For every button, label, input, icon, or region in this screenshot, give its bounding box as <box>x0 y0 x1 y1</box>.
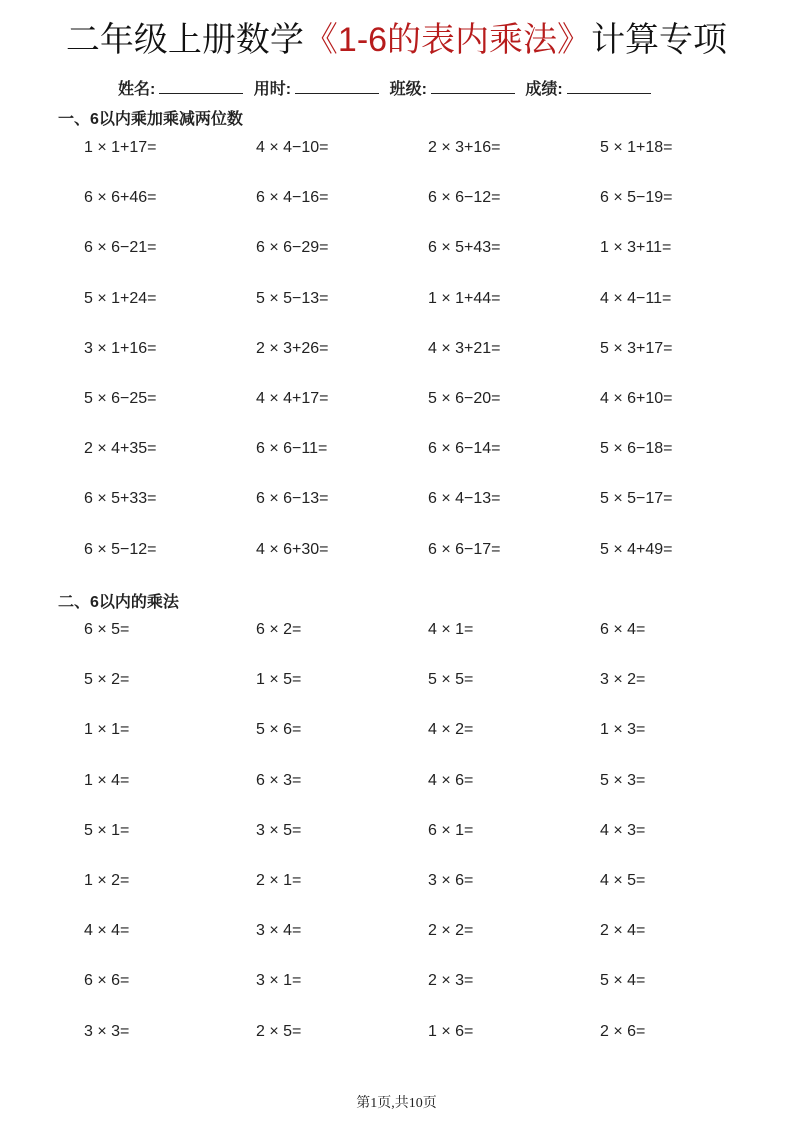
math-problem: 3 × 3= <box>84 1022 130 1040</box>
math-problem: 6 × 5−12= <box>84 540 157 558</box>
math-problem: 1 × 3= <box>600 721 646 739</box>
time-label: 用时: <box>253 81 292 98</box>
math-problem: 5 × 3+17= <box>600 339 673 357</box>
time-blank[interactable] <box>295 79 379 94</box>
math-problem: 5 × 5−13= <box>256 289 329 307</box>
math-problem: 6 × 5= <box>84 621 130 638</box>
page-footer: 第1页,共10页 <box>356 1096 437 1111</box>
math-problem: 6 × 6−17= <box>428 540 501 558</box>
class-label: 班级: <box>389 81 427 98</box>
math-problem: 2 × 1= <box>256 871 302 889</box>
math-problem: 4 × 4−11= <box>600 289 672 307</box>
math-problem: 5 × 1+24= <box>84 289 157 307</box>
math-problem: 5 × 4+49= <box>600 540 673 558</box>
class-blank[interactable] <box>431 79 515 94</box>
math-problem: 1 × 1+44= <box>428 289 501 307</box>
math-problem: 5 × 4= <box>600 972 646 990</box>
math-problem: 6 × 4−13= <box>428 490 501 508</box>
math-problem: 6 × 6−14= <box>428 440 501 458</box>
math-problem: 4 × 5= <box>600 871 646 889</box>
math-problem: 5 × 6= <box>256 721 302 739</box>
math-problem: 4 × 6+10= <box>600 389 673 407</box>
math-problem: 6 × 3= <box>256 771 302 789</box>
math-problem: 4 × 2= <box>428 721 474 739</box>
math-problem: 2 × 4+35= <box>84 440 157 458</box>
math-problem: 5 × 1= <box>84 821 130 839</box>
section2-problem-grid <box>84 620 774 1072</box>
math-problem: 5 × 6−20= <box>428 389 501 407</box>
math-problem: 6 × 2= <box>256 621 302 638</box>
math-problem: 4 × 6+30= <box>256 540 329 558</box>
math-problem: 2 × 3= <box>428 972 474 990</box>
score-blank[interactable] <box>567 79 651 94</box>
math-problem: 5 × 2= <box>84 671 130 689</box>
math-problem: 3 × 5= <box>256 821 302 839</box>
math-problem: 6 × 1= <box>428 821 474 839</box>
math-problem: 6 × 6−13= <box>256 490 329 508</box>
name-label: 姓名: <box>118 81 156 98</box>
math-problem: 6 × 4= <box>600 621 646 638</box>
math-problem: 2 × 2= <box>428 922 474 940</box>
math-problem: 4 × 6= <box>428 771 474 789</box>
score-field <box>525 78 650 102</box>
math-problem: 4 × 4+17= <box>256 389 329 407</box>
math-problem: 6 × 5+43= <box>428 239 501 257</box>
math-problem: 3 × 1= <box>256 972 302 990</box>
math-problem: 6 × 6= <box>84 972 130 990</box>
section1-heading: 一、6以内乘加乘减两位数 <box>58 111 243 128</box>
title-prefix: 二年级上册数学 <box>65 21 304 59</box>
page-title <box>0 18 793 62</box>
math-problem: 1 × 1= <box>84 721 130 739</box>
math-problem: 6 × 6−29= <box>256 239 329 257</box>
math-problem: 4 × 4= <box>84 922 130 940</box>
math-problem: 1 × 5= <box>256 671 302 689</box>
math-problem: 6 × 6−12= <box>428 189 501 207</box>
math-problem: 2 × 4= <box>600 922 646 940</box>
time-field <box>254 78 379 102</box>
math-problem: 3 × 4= <box>256 922 302 940</box>
class-field <box>390 78 515 102</box>
math-problem: 4 × 1= <box>428 621 474 638</box>
student-info-row <box>118 78 657 102</box>
math-problem: 4 × 4−10= <box>256 139 329 156</box>
title-suffix: 计算专项 <box>591 21 728 59</box>
math-problem: 5 × 6−25= <box>84 389 157 407</box>
math-problem: 5 × 5= <box>428 671 474 689</box>
math-problem: 6 × 4−16= <box>256 189 329 207</box>
math-problem: 5 × 6−18= <box>600 440 673 458</box>
math-problem: 1 × 4= <box>84 771 130 789</box>
math-problem: 2 × 5= <box>256 1022 302 1040</box>
math-problem: 1 × 1+17= <box>84 139 157 156</box>
name-field <box>118 78 243 102</box>
title-highlight: 《1-6的表内乘法》 <box>303 21 592 59</box>
math-problem: 2 × 6= <box>600 1022 646 1040</box>
name-blank[interactable] <box>159 79 243 94</box>
math-problem: 2 × 3+26= <box>256 339 329 357</box>
section1-problem-grid <box>84 138 774 590</box>
math-problem: 1 × 3+11= <box>600 239 672 257</box>
math-problem: 6 × 6+46= <box>84 189 157 207</box>
math-problem: 5 × 1+18= <box>600 139 673 156</box>
math-problem: 4 × 3= <box>600 821 646 839</box>
math-problem: 3 × 6= <box>428 871 474 889</box>
math-problem: 6 × 5−19= <box>600 189 673 207</box>
score-label: 成绩: <box>525 81 563 98</box>
math-problem: 3 × 1+16= <box>84 339 157 357</box>
math-problem: 1 × 2= <box>84 871 130 889</box>
math-problem: 4 × 3+21= <box>428 339 501 357</box>
math-problem: 1 × 6= <box>428 1022 474 1040</box>
math-problem: 5 × 3= <box>600 771 646 789</box>
math-problem: 3 × 2= <box>600 671 646 689</box>
math-problem: 5 × 5−17= <box>600 490 673 508</box>
math-problem: 6 × 6−11= <box>256 440 328 458</box>
section2-heading: 二、6以内的乘法 <box>58 594 179 611</box>
math-problem: 6 × 6−21= <box>84 239 157 257</box>
math-problem: 2 × 3+16= <box>428 139 501 156</box>
math-problem: 6 × 5+33= <box>84 490 157 508</box>
